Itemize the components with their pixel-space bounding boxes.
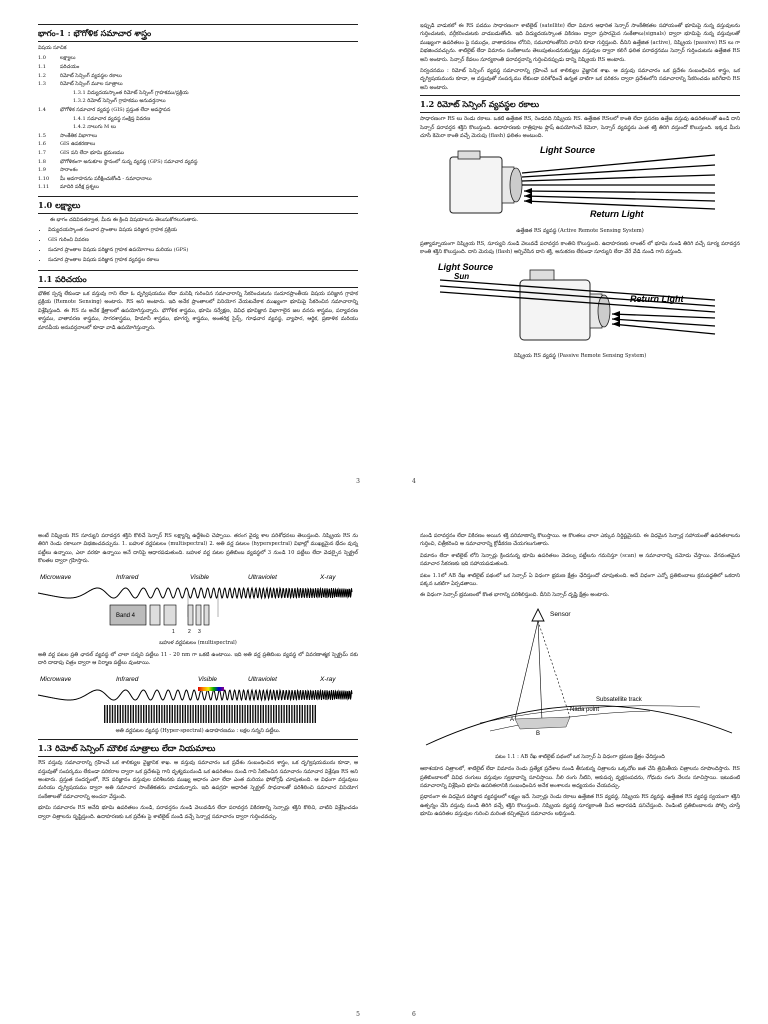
hyperspectral-band — [263, 705, 264, 723]
page-number: 4 — [412, 478, 416, 485]
toc-item — [38, 166, 358, 175]
hyperspectral-caption: అతి వర్ణపటల వ్యవస్థ (Hyper-spectral) ఉదాహరణము : లక్షల సన్నని పట్టీలు. — [115, 727, 281, 734]
spectrum-label-ultraviolet: Ultraviolet — [248, 675, 277, 683]
toc-item — [38, 80, 358, 89]
chapter-title: భాగం-1 : భౌగోళిక సమాచార శాస్త్రం — [38, 28, 152, 38]
hyperspectral-band — [218, 705, 219, 723]
toc-item — [38, 149, 358, 158]
scan-text-4: ఈ విధంగా సెన్సార్ భ్రమణంలో కొంత భాగాన్ని పరిశీలిస్తుంది. దీనిని సెన్సార్ దృష్టి క్షేత్రం అంటారు. — [420, 592, 610, 599]
band-number: 1 — [172, 628, 175, 635]
page-number: 6 — [412, 1011, 416, 1018]
hyperspectral-band — [192, 705, 193, 723]
hyperspectral-band — [234, 705, 235, 723]
band-label: Band 4 — [116, 612, 136, 619]
hyperspectral-band — [195, 705, 196, 723]
stereo-text: ఆకాశయాన చిత్రాలలో, శాటిలైట్ లేదా విమానం రెండు ప్రత్యేక ప్రదేశాల నుండి తీసుకున్న చిత్రాలను ఒక్కచోట జత చేసి త్రిమితీయ చిత్రాలను రూపొందిస్తారు. RS ప్రతిబింబాలలో వివిధ రంగులు వస్తువుల స్వభావాన్ని సూచిస్తాయి. నీలి రంగు నీటిని, ఆకుపచ్చ వృక్షసంపదను, గోధుమ రంగు నేలను సూచిస్తాయి. ఇటువంటి సమాచారాన్ని విశ్లేషించి భూమి ఉపరితలానికి సంబంధించిన అనేక అంశాలను అధ్యయనం చేయవచ్చు. — [420, 766, 740, 790]
hyperspectral-band — [122, 705, 123, 723]
band-number: 3 — [198, 628, 201, 635]
hyperspectral-band — [172, 705, 173, 723]
toc-number: 1.3 — [38, 81, 46, 88]
return-light-label: Return Light — [590, 209, 644, 220]
intro-text: భౌతిక స్పర్శ లేకుండా ఒక వస్తువు గాని లేదా ఓ దృగ్విషయము లేదా మనిషి గురించిన సమాచారాన్ని సేకరించుటను సుదూరప్రాంతీయ విషయ పరిజ్ఞాన గ్రాహక ప్రక్రియ (Remote Sensing) అంటారు. RS అని అంటారు. ఇది అనేక ప్రాంతాలలో వినియోగ వేయటనేకాక ముఖ్యంగా భూమిపై సేకరించిన సమాచారాన్ని విశ్లేషిస్తుంది. ఈ RS ను అనేక క్షేత్రాలలో ఉపయోగిస్తున్నారు. భౌగోళిక శాస్త్రము, భూమి సర్వేక్షణ, వివిధ భూవిజ్ఞాన విభాగాలైన జల వనరు శాస్త్రము, పర్యావరణ శాస్త్రము, వాతావరణ శాస్త్రము, సాగరశాస్త్రము, హిమానీ శాస్త్రము, భూగర్భ శాస్త్రము, అంతరిక్ష సైన్స్, గూఢచార వ్యవస్థ, వ్యాపార, ఆర్థిక, ప్రణాళిక మరియు మానవీయ అనువర్తనాలలో కూడా వాడి ఉపయోగిస్తున్నారు. — [38, 290, 358, 331]
hyperspectral-band — [112, 705, 113, 723]
hyperspectral-band — [114, 705, 115, 723]
hyperspectral-band — [156, 705, 157, 723]
hyperspectral-band — [146, 705, 147, 723]
toc-number — [38, 89, 60, 98]
hyperspectral-band — [283, 705, 284, 723]
multispectral-caption: బహుళ వర్ణపటలం (multispectral) — [159, 639, 237, 646]
hyperspectral-band — [216, 705, 217, 723]
hyperspectral-band — [164, 705, 165, 723]
hyperspectral-band — [174, 705, 175, 723]
hyperspectral-band — [104, 705, 105, 723]
toc-item — [38, 89, 358, 98]
track-label: Subsatellite track — [596, 696, 642, 703]
hyperspectral-text: అతి వర్ణ పటల ప్రతి ఛానల్ వ్యవస్థ లో చాలా సన్నని పట్టీలు 11 - 20 nm గా ఒకటి ఉంటాయి. ఇది అతి వర్ణ ప్రతిబింబ వ్యవస్థ లో వివరణాత్మక స్పెక్ట్రమ్ నకు దారి దాదాపు చిత్రం ద్వారా ఆ నిర్మాణ పట్టీలు వుంటాయి. — [38, 652, 358, 667]
hyperspectral-band — [185, 705, 186, 723]
toc-number: 1.4 — [38, 106, 46, 113]
hyperspectral-band — [120, 705, 121, 723]
hyperspectral-figure — [38, 671, 356, 725]
sensor-label: Sensor — [550, 610, 571, 618]
hyperspectral-band — [281, 705, 282, 723]
spectrum-label-infrared: Infrared — [116, 573, 139, 581]
hyperspectral-band — [211, 705, 212, 723]
spectrum-label-microwave: Microwave — [40, 573, 72, 581]
hyperspectral-band — [213, 705, 214, 723]
objectives-title: 1.0 లక్ష్యాలు — [38, 199, 81, 210]
scan-text: నుండి పరావర్తనం లేదా వికిరణం అయిన శక్తి పరిమాణాన్ని కొలుస్తాయి. ఆ కొలతలు చాలా ఎక్కువ నిర్దిష్టమైనవి. ఈ విధమైన సెన్సార్ల సహాయంతో ఉపరితలాలను గుర్తించి, చిత్రీకరించి ఆ సమాచారాన్ని క్రోడీకరణ చేయగలుగుతారు. — [420, 533, 740, 548]
hyperspectral-band — [135, 705, 136, 723]
principles-text-2: భూమి సమాచారం RS అనేది భూమి ఉపరితలం నుండి, పరావర్తనం నుండి వెలువడిన లేదా పరావర్తన వికిరణాన్ని సెన్సార్లు శక్తిని కొలిచి, వాటిని విశ్లేషించడం ద్వారా చిత్రాలను సృష్టిస్తుంది. ఉదాహరణకు ఒక ప్రదేశం పై శాటిలైట్ నుండి వచ్చే సెన్సార్ల సమాచారం ద్వారా గుర్తించవచ్చు. — [38, 805, 358, 820]
objective-item: • GIS గురించి వివరణ — [48, 235, 358, 245]
toc-number: 1.11 — [38, 184, 50, 191]
multispectral-figure — [38, 569, 356, 637]
hyperspectral-band — [304, 705, 305, 723]
point-a-label: A — [510, 716, 515, 723]
hyperspectral-band — [289, 705, 290, 723]
hyperspectral-band — [169, 705, 170, 723]
intro-continued: ఇప్పుడి వాడుకలో ఈ RS పదము సాధారణంగా శాటిలైట్ (satellite) లేదా విమాన ఆధారిత సెన్సార్ సాంకేతికతల సహాయంతో భూమిపై నున్న వస్తువులను గుర్తించుటకు, వర్గీకరించుటకు వాడబడుతోంది. ఇది విద్యుదయస్కాంత వికిరణం ద్వారా ప్రసారమైన సంకేతాలు(signals) ద్వారా భూమిపై నున్న వస్తువులతో ముఖ్యంగా ఉపరితలం పై సముద్రం, వాతావరణం లోనిని, సమూహాలతోనిని వానిని కూడా గుర్తిస్తుంది. దీనిని ఉత్తేజిత (active), నిష్క్రియ (passive) RS లు గా విభజించవచ్చును. శాటిలైట్ లేదా విమానం సంకేతాలను తెలుపుతుందనుకున్నట్లు వస్తువుల ద్వారా కలిగే ఫలిత పరావర్తనము సెన్సార్ గుర్తించుటను ఉత్తేజిత RS అని అంటారు. సెన్సార్ కేవలం సూర్యకాంతి పరావర్తనాన్ని గుర్తించినప్పుడు దాన్ని నిష్క్రియ RS అంటారు. — [420, 23, 740, 63]
toc-title: సారాంశం — [60, 167, 78, 174]
hyperspectral-band — [231, 705, 232, 723]
page-5 — [0, 512, 384, 1024]
toc-item — [38, 183, 358, 192]
toc-title: రిమోట్ సెన్సింగ్ మూల సూత్రాలు — [60, 81, 123, 88]
point-b-label: B — [536, 730, 541, 737]
hyperspectral-band — [138, 705, 139, 723]
hyperspectral-band — [198, 705, 199, 723]
objective-item: • సుదూర ప్రాంతాల విషయ పరిజ్ఞాన గ్రాహక ఉపయోగాలు మరియు (GPS) — [48, 245, 358, 255]
hyperspectral-band — [182, 705, 183, 723]
hyperspectral-band — [203, 705, 204, 723]
toc-number — [38, 97, 60, 106]
page-6 — [384, 512, 768, 1024]
passive-text: ప్రత్యామ్నాయంగా నిష్క్రియ RS, సూర్యుని నుండి వెలువడే పరావర్తన కాంతిని కొలుస్తుంది. ఉదాహరణకు లాంతర్ లో భూమి నుండి తిరిగి వచ్చే సూర్య పరావర్తన కాంతి శక్తిని కొలుస్తుంది. దాని మెరుపు (flash) ఆర్పివేసిన దాని శక్తి, అనుకరణ లేకుండా సూర్యుని లేదా వేరే వేడి నుండి గాని వస్తుంది. — [420, 240, 740, 256]
toc-item — [38, 123, 358, 132]
passive-rs-figure — [430, 260, 730, 350]
hyperspectral-band — [309, 705, 310, 723]
definition-note: నిర్వచనము : రిమోట్ సెన్సింగ్ వ్యవస్థ సమాచారాన్ని గ్రహించే ఒక శాలిక్యుల వైజ్ఞానిక శాఖ. ఆ వస్తువు సమాచారం ఒక ప్రదేశం సంబంధించిన శాస్త్రం, ఒక దృగ్విషయమును కూడా, ఆ వస్తువుతో సంపర్కము లేకుండా పరిశోధించే ఉన్నత వాటిగా ఒక పరికరం ద్వారా ప్రదేశంలోని సమాచారాన్ని సేకరించడం జరిగేదాని RS అని అంటారు. — [420, 68, 740, 91]
page-4 — [384, 0, 768, 497]
hyperspectral-band — [299, 705, 300, 723]
hyperspectral-band — [294, 705, 295, 723]
spectrum-label-visible: Visible — [198, 675, 218, 683]
toc-title: పరిచయం — [60, 64, 80, 70]
toc-title: మాదిరి పరీక్ష ప్రశ్నలు — [60, 184, 99, 191]
toc-title: 1.3.2 రిమోట్ సెన్సింగ్ గ్రాహకము అనువర్తనాలు — [73, 98, 166, 105]
spectrum-label-xray: X-ray — [320, 573, 336, 581]
toc-number: 1.1 — [38, 64, 46, 70]
toc-item — [38, 63, 358, 72]
section-text: సాధారణంగా RS లు రెండు రకాలు. ఒకటి ఉత్తేజిత RS, రెండవది నిష్క్రియ RS. ఉత్తేజిత RSలలో కాంతి లేదా ప్రసరణ ఉత్తేజ వస్తువు ఉపరితలంతో ఉండి దాని సెన్సార్ పరావర్తన శక్తిని కొలుస్తుంది. ఉదాహరణకు రాత్రిపూట ఫ్లాష్ ఉపయోగించే కెమెరా, సెన్సార్ వ్యవస్థను ఎంత శక్తి తిరిగి వస్తుందో కొలుస్తుంది. ఇక్కడ మీరు చూసే కెమెరా కాంతి వచ్చే మెరుపు (flash) ఫలితం అంటుంది. — [420, 116, 740, 140]
sensor-swath-caption: పటం 1.1 : AB రేఖ శాటిలైట్ పథంలో ఒక సెన్సార్ ఏ విధంగా భ్రమణ క్షేత్రం ఛేదిస్తుంది — [495, 753, 665, 760]
toc-title: 1.3.1 విద్యుదయస్కాంత రిమోట్ సెన్సింగ్ గ్రాహకము/ప్రక్రియ — [73, 89, 189, 96]
hyperspectral-bands — [104, 705, 316, 723]
hyperspectral-band — [296, 705, 297, 723]
light-source-label: Light Source — [540, 145, 596, 156]
hyperspectral-band — [224, 705, 225, 723]
toc-title: మీ అవగాహనను పరీక్షించుకోండి - సమాధానాలు — [60, 175, 152, 182]
hyperspectral-band — [143, 705, 144, 723]
objective-item: • సుదూర ప్రాంతాల విషయ పరిజ్ఞాన గ్రాహక వ్యవస్థల రకాలు — [48, 255, 358, 265]
toc-title: భౌగోళికంగా అనుకూల స్థానంలో సున్న వ్యవస్థ (GPS) సమాచార వ్యవస్థ — [60, 158, 198, 165]
toc-title: GIS ఉపకరణాలు — [60, 141, 96, 148]
spectrum-label-infrared: Infrared — [116, 675, 139, 683]
hyperspectral-band — [208, 705, 209, 723]
hyperspectral-band — [205, 705, 206, 723]
intro-title: 1.1 పరిచయం — [38, 273, 87, 284]
hyperspectral-band — [312, 705, 313, 723]
hyperspectral-band — [273, 705, 274, 723]
table-of-contents — [38, 54, 358, 192]
scan-text-2: విమానం లేదా శాటిలైట్ లోని సెన్సార్లు క్రిందనున్న భూమి ఉపరితలం వెడల్పు పట్టీలను గమనిస్తూ (scan) ఆ సమాచారాన్ని నమోదు చేస్తాయి. వేగవంతమైన సమాచార సేకరణకు ఇది సహాయపడుతుంది. — [420, 552, 740, 568]
hyperspectral-band — [278, 705, 279, 723]
spectrum-label-ultraviolet: Ultraviolet — [248, 573, 277, 581]
toc-header: విషయ సూచిక — [38, 45, 67, 51]
hyperspectral-band — [159, 705, 160, 723]
hyperspectral-band — [148, 705, 149, 723]
hyperspectral-band — [166, 705, 167, 723]
hyperspectral-band — [239, 705, 240, 723]
hyperspectral-band — [226, 705, 227, 723]
hyperspectral-band — [133, 705, 134, 723]
toc-item — [38, 72, 358, 81]
hyperspectral-band — [291, 705, 292, 723]
sensor-swath-figure — [420, 603, 738, 751]
passive-rs-caption: నిష్క్రియ RS వ్యవస్థ (Passive Remote Sensing System) — [513, 352, 647, 359]
objectives-list — [38, 225, 358, 265]
band-number: 2 — [188, 628, 191, 635]
toc-title: సాంకేతిక విభాగాలు — [60, 132, 98, 139]
page-number: 5 — [356, 1011, 360, 1018]
toc-number: 1.10 — [38, 175, 50, 182]
page-3 — [0, 0, 384, 497]
hyperspectral-band — [200, 705, 201, 723]
active-rs-figure — [430, 143, 730, 225]
hyperspectral-band — [276, 705, 277, 723]
multispectral-text: అంటే నిష్క్రియ RS సూర్యుని పరావర్తన శక్తిని కొలిచే సెన్సార్ RS లక్ష్యాన్ని ఉద్దేశించి చెప్పాయి. తరంగ వైద్య శాల పరిశోధనలు తెలుస్తుంది. నిష్క్రియ RS ను తిరిగి రెండు రకాలుగా విభజించవచ్చును. 1. బహుళ వర్ణపటలం (multispectral) 2. అతి వర్ణ పటలం (hyperspectral) విభాల్లో ముఖ్యమైన భేదం వున్న పట్టీలు ఉన్నాయి, ఎలా వరకూ ఉన్నాయి అనే దానిపై ఆధారపడుతుంది. బహుళ వర్ణ పటల ప్రతిబింబ వ్యవస్థలో 3 నుండి 10 పట్టీలు లేదా వెడల్పైన స్పెక్ట్రల్ కొలతల ద్వారా గ్రహిస్తారు. — [38, 533, 358, 565]
hyperspectral-band — [140, 705, 141, 723]
hyperspectral-band — [315, 705, 316, 723]
hyperspectral-band — [130, 705, 131, 723]
objective-item: • విద్యుదయస్కాంత సంచార ప్రాంతాల విషయ పరిజ్ఞాన గ్రాహక ప్రక్రియ — [48, 225, 358, 235]
hyperspectral-band — [255, 705, 256, 723]
hyperspectral-band — [153, 705, 154, 723]
hyperspectral-band — [161, 705, 162, 723]
hyperspectral-band — [127, 705, 128, 723]
hyperspectral-band — [250, 705, 251, 723]
hyperspectral-band — [177, 705, 178, 723]
light-source-label: Light Source — [438, 261, 494, 272]
toc-number: 1.9 — [38, 167, 46, 174]
nadir-label: Nada point — [570, 706, 600, 713]
toc-item — [38, 54, 358, 63]
toc-number: 1.8 — [38, 158, 46, 165]
spectrum-label-xray: X-ray — [320, 675, 336, 683]
objectives-intro: ఈ భాగం చదివినతర్వాత, మీరు ఈ క్రింది విషయాలను తెలుసుకోగలుగుతారు. — [50, 216, 199, 223]
toc-number: 1.7 — [38, 149, 46, 156]
toc-number — [38, 115, 60, 124]
hyperspectral-band — [242, 705, 243, 723]
toc-number — [38, 123, 60, 132]
page-number: 3 — [356, 478, 360, 485]
hyperspectral-band — [107, 705, 108, 723]
hyperspectral-band — [187, 705, 188, 723]
hyperspectral-band — [268, 705, 269, 723]
toc-title: 1.4.1 సమాచార వ్యవస్థ సంక్షిప్త వివరణ — [73, 115, 151, 122]
section-title-1-3: 1.3 రిమోట్ సెన్సింగ్ మౌలిక సూత్రాలు లేదా నియమాలు — [38, 743, 216, 754]
hyperspectral-band — [179, 705, 180, 723]
hyperspectral-band — [302, 705, 303, 723]
summary-text: ప్రధానంగా ఈ విధమైన పరిజ్ఞాన వ్యవస్థలలో లక్ష్యం ఇదే. సెన్సార్లు రెండు రకాలు ఉత్తేజిత RS వ్యవస్థ, నిష్క్రియ RS వ్యవస్థ. ఉత్తేజిత RS వ్యవస్థ స్వయంగా శక్తిని ఉత్పన్నం చేసి వస్తువు నుండి తిరిగి వచ్చే శక్తిని కొలుస్తుంది. నిష్క్రియ వ్యవస్థ సూర్యకాంతి మీద ఆధారపడి పనిచేస్తుంది. రెండింటి ప్రతిబింబాలను పోల్చి చూస్తే భూమి ఉపరితల వస్తువుల గురించి మరింత కచ్చితమైన సమాచారం లభిస్తుంది. — [420, 794, 740, 818]
toc-number: 1.0 — [38, 55, 46, 62]
hyperspectral-band — [260, 705, 261, 723]
toc-number: 1.5 — [38, 132, 46, 139]
hyperspectral-band — [286, 705, 287, 723]
hyperspectral-band — [252, 705, 253, 723]
hyperspectral-band — [270, 705, 271, 723]
toc-item — [38, 140, 358, 149]
hyperspectral-band — [244, 705, 245, 723]
hyperspectral-band — [109, 705, 110, 723]
toc-title: భౌగోళిక సమాచార వ్యవస్థ (GIS) ప్రస్తుత లేదా అవస్థాపన — [60, 106, 171, 113]
toc-title: GIS పని లేదా భూమి భ్రమణము — [60, 149, 124, 156]
spectrum-label-microwave: Microwave — [40, 675, 72, 683]
toc-title: లక్ష్యాలు — [60, 55, 76, 62]
hyperspectral-band — [190, 705, 191, 723]
toc-item — [38, 106, 358, 115]
scan-text-3: పటం 1.1లో AB రేఖ శాటిలైట్ పథంలో ఒక సెన్సార్ ఏ విధంగా భ్రమణ క్షేత్రం ఛేదిస్తుందో చూపుతుంది. అదే విధంగా ఎన్నో ప్రతిబింబాలు క్రమపద్ధతిలో ఒకదాని పక్కన ఒకటిగా ఏర్పడతాయి. — [420, 572, 740, 588]
hyperspectral-band — [237, 705, 238, 723]
toc-number: 1.2 — [38, 72, 46, 79]
hyperspectral-band — [117, 705, 118, 723]
active-rs-caption: ఉత్తేజిత RS వ్యవస్థ (Active Remote Sensing System) — [516, 228, 644, 235]
toc-item — [38, 132, 358, 141]
hyperspectral-band — [307, 705, 308, 723]
hyperspectral-band — [257, 705, 258, 723]
sensor-icon — [532, 609, 544, 621]
hyperspectral-band — [221, 705, 222, 723]
return-light-label: Return Light — [630, 293, 684, 304]
toc-item — [38, 115, 358, 124]
hyperspectral-band — [229, 705, 230, 723]
toc-title: రిమోట్ సెన్సింగ్ వ్యవస్థల రకాలు — [60, 72, 122, 79]
principles-text: RS వస్తువు సమాచారాన్ని గ్రహించే ఒక శాలిక్యుల వైజ్ఞానిక శాఖ. ఆ వస్తువు సమాచారం ఒక ప్రదేశం సంబంధించిన శాస్త్రం, ఒక దృగ్విషయమును కూడా, ఆ వస్తువుతో సంపర్కము లేకుండా పరికరాల ద్వారా ఒక ప్రదేశంపై గాని దృశ్యమునుండి ఒక ఉపరితలం నుండి గాని సేకరించిన సమాచారం సమాచార విశ్లేషణ RS అని అంటారు. ప్రస్తుత సందర్భంలో, RS పరిజ్ఞానం వస్తువుల పరిశీలనకు ముఖ్య ఆధారం ఎలా లేదా ఎంత మరియు ఫోటోగ్రఫీ చూపుతుంది. ఆ విధంగా వస్తువులు మరియు దృగ్విషయము ద్వారా అతి సమాచార సాంకేతికతను వాడుకున్నారు. ఇది ఉపగ్రహ ఆధారిత స్పెక్ట్రల్ సాధనాలతో పరిశీలించి సమాచార వినియోగ సంకేతాలతో సమాచారాన్ని అంచనా వేస్తుంది. — [38, 760, 358, 800]
hyperspectral-band — [125, 705, 126, 723]
toc-title: 1.4.2 నాలుగు M లు — [73, 124, 117, 131]
section-title-1-2: 1.2 రిమోట్ సెన్సింగ్ వ్యవస్థల రకాలు — [420, 99, 540, 110]
toc-item — [38, 97, 358, 106]
spectrum-label-visible: Visible — [190, 573, 210, 581]
toc-item — [38, 175, 358, 184]
hyperspectral-band — [265, 705, 266, 723]
hyperspectral-band — [247, 705, 248, 723]
hyperspectral-band — [151, 705, 152, 723]
toc-item — [38, 158, 358, 167]
sun-label: Sun — [454, 271, 470, 281]
toc-number: 1.6 — [38, 141, 46, 148]
